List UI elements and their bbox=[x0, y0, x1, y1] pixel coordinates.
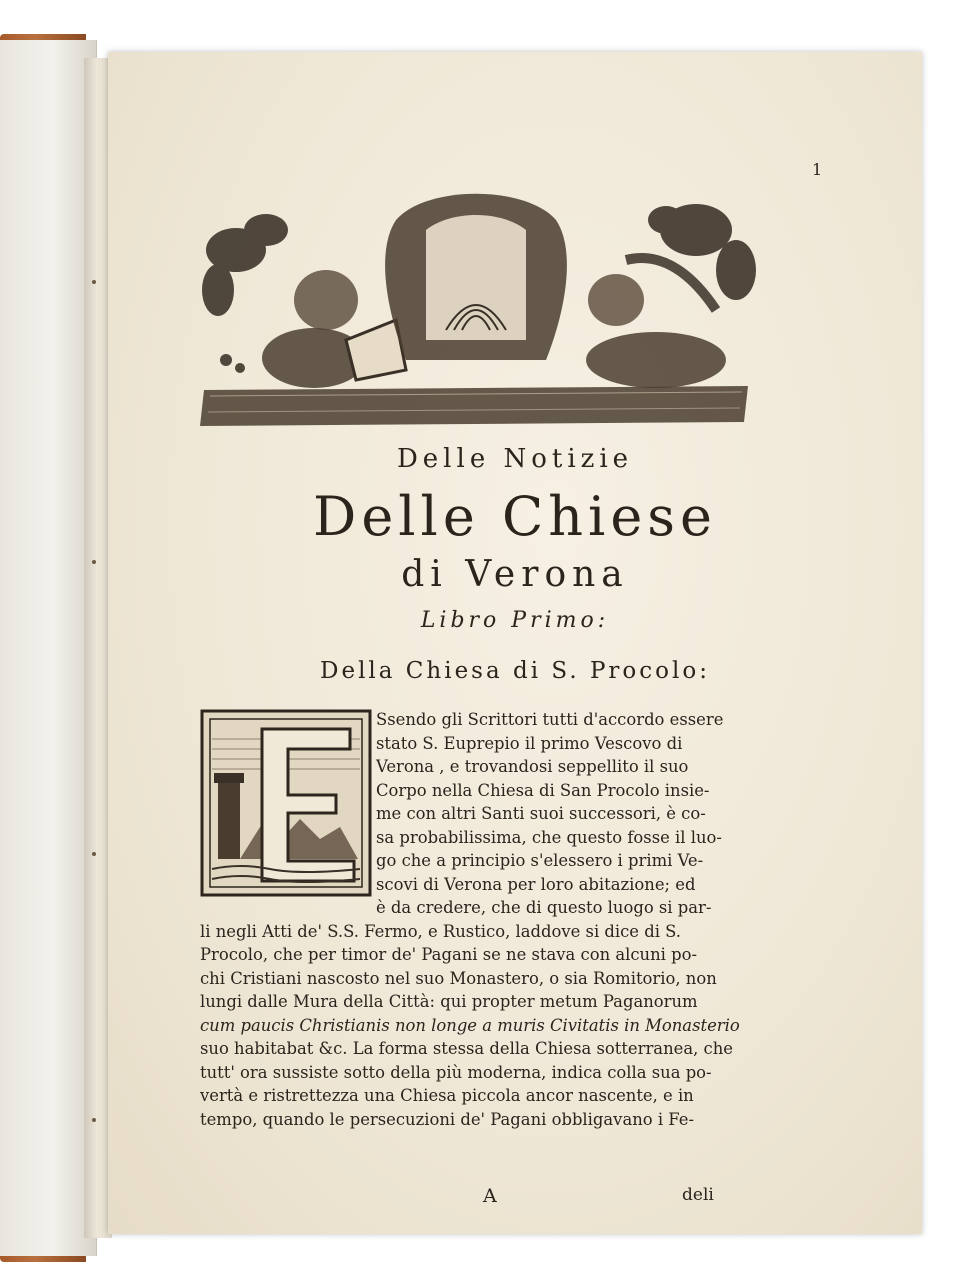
text-line: scovi di Verona per loro abitazione; ed bbox=[376, 874, 696, 894]
left-page-edge bbox=[0, 40, 97, 1256]
title-line-2: Delle Chiese bbox=[313, 485, 717, 548]
text-line: lungi dalle Mura della Città: qui propter metum Paganorum bbox=[200, 992, 698, 1011]
text-line: cum paucis Christianis non longe a muris Civitatis in Monasterio bbox=[200, 1015, 740, 1035]
text-line: Ssendo gli Scrittori tutti d'accordo essere bbox=[376, 710, 724, 729]
book-page bbox=[108, 52, 922, 1234]
text-line: suo habitabat &c. La forma stessa della Chiesa sotterranea, che bbox=[200, 1039, 733, 1058]
page-number: 1 bbox=[812, 160, 823, 179]
paragraph-opening bbox=[200, 708, 816, 896]
text-line: stato S. Euprepio il primo Vescovo di bbox=[376, 733, 683, 753]
binding-stitch bbox=[92, 560, 96, 564]
signature-mark: A bbox=[483, 1185, 497, 1207]
text-line: sa probabilissima, che questo fosse il luo- bbox=[376, 827, 722, 847]
text-line: tutt' ora sussiste sotto della più moderna, indica colla sua po- bbox=[200, 1062, 712, 1082]
paragraph-continuation bbox=[200, 896, 816, 1131]
binding-stitch bbox=[92, 1118, 96, 1122]
text-line: Procolo, che per timor de' Pagani se ne stava con alcuni po- bbox=[200, 945, 697, 964]
title-line-1: Delle Notizie bbox=[396, 444, 634, 474]
text-line: me con altri Santi suoi successori, è co- bbox=[376, 804, 706, 823]
text-line: chi Cristiani nascosto nel suo Monastero, o sia Romitorio, non bbox=[200, 968, 717, 988]
binding-stitch bbox=[92, 852, 96, 856]
text-line: tempo, quando le persecuzioni de' Pagani obbligavano i Fe- bbox=[200, 1109, 695, 1129]
chapter-heading: Della Chiesa di S. Procolo: bbox=[320, 658, 710, 684]
decorative-headpiece-woodcut bbox=[196, 190, 756, 436]
book-heading: Libro Primo: bbox=[420, 608, 610, 633]
text-line: go che a principio s'elessero i primi Ve- bbox=[376, 851, 704, 870]
text-line: è da credere, che di questo luogo si par- bbox=[376, 898, 712, 917]
body-text bbox=[200, 708, 816, 1131]
title-line-3: di Verona bbox=[401, 554, 629, 595]
text-line: li negli Atti de' S.S. Fermo, e Rustico, laddove si dice di S. bbox=[200, 921, 682, 941]
binding-stitch bbox=[92, 280, 96, 284]
text-line: Verona , e trovandosi seppellito il suo bbox=[376, 757, 689, 776]
text-line: Corpo nella Chiesa di San Procolo insie- bbox=[376, 780, 710, 800]
text-line: vertà e ristrettezza una Chiesa piccola ancor nascente, e in bbox=[200, 1086, 694, 1105]
catchword: deli bbox=[682, 1185, 714, 1205]
